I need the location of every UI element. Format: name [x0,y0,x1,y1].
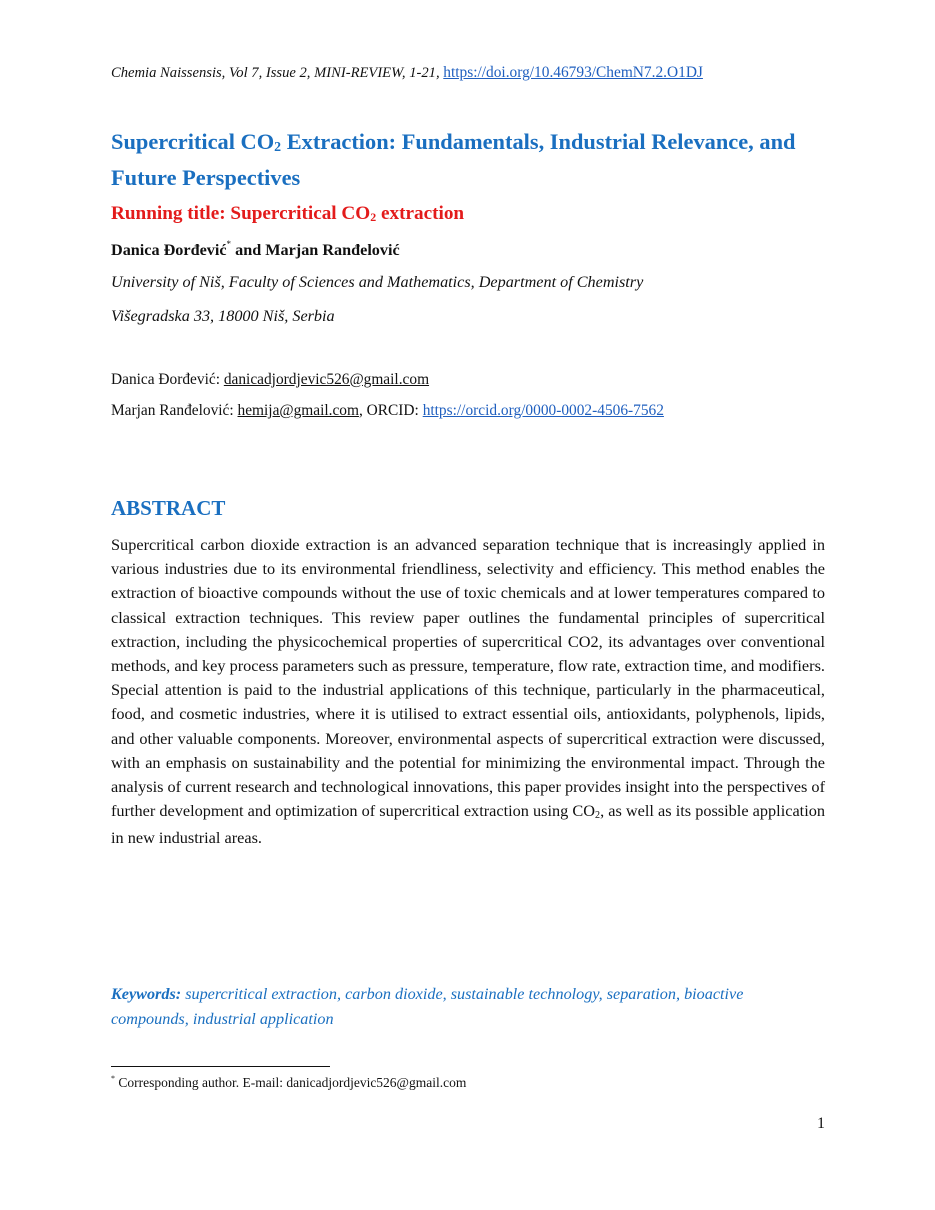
footnote-divider [111,1066,330,1067]
contact-line-1 [111,371,429,389]
paper-title [111,126,825,194]
author-1: Danica Đorđević [111,241,227,259]
running-title-part1: Running title: Supercritical CO [111,203,371,224]
abstract-text [111,533,825,851]
abstract-heading: ABSTRACT [111,496,226,520]
doi-link[interactable]: https://doi.org/10.46793/ChemN7.2.O1DJ [443,64,703,81]
keywords-label: Keywords: [111,985,182,1003]
contact-1-name: Danica Đorđević: [111,371,224,388]
keywords [111,982,825,1031]
abstract-subscript: 2 [595,809,601,821]
abstract-main: Supercritical carbon dioxide extraction is an advanced separation technique that is increasingly applied in various industries due to its environmental friendliness, selectivity and efficiency. This method enables the extraction of bioactive compounds without the use of toxic chemicals and at lower temperatures compared to classical extraction techniques. This review paper outlines the fundamental principles of supercritical extraction, including the physicochemical properties of supercritical CO2, its advantages over conventional methods, and key process parameters such as pressure, temperature, flow rate, extraction time, and modifiers. Special attention is paid to the industrial applications of this technique, particularly in the pharmaceutical, food, and cosmetic industries, where it is utilised to extract essential oils, antioxidants, polyphenols, lipids, and other valuable components. Moreover, environmental aspects of supercritical extraction were discussed, with an emphasis on sustainability and the potential for minimizing the environmental impact. Through the analysis of current research and technological innovations, this paper provides insight into the perspectives of further development and optimization of supercritical extraction using CO [111,535,825,821]
contact-2-name: Marjan Ranđelović: [111,402,238,419]
orcid-label: , ORCID: [358,402,423,419]
contact-line-2 [111,402,664,420]
footnote-text: Corresponding author. E-mail: danicadjordjevic526@gmail.com [115,1075,467,1090]
title-part1: Supercritical CO [111,129,275,154]
abstract-end: , as well as its possible application in new industrial areas. [111,801,825,848]
keywords-text: supercritical extraction, carbon dioxide, sustainable technology, separation, bioactive compounds, industrial application [111,985,744,1028]
footnote-mark: * [111,1074,115,1083]
journal-header [111,64,825,82]
running-title [111,203,464,225]
title-subscript: 2 [274,140,282,156]
author-2: Marjan Ranđelović [265,241,400,259]
affiliation-line-2: Višegradska 33, 18000 Niš, Serbia [111,307,335,325]
title-part2: Extraction: Fundamentals, Industrial Relevance, and Future Perspectives [111,129,796,190]
author-line [111,241,400,260]
page-number: 1 [817,1115,825,1132]
contact-1-email-link[interactable]: danicadjordjevic526@gmail.com [223,371,430,388]
author-joiner: and [231,241,266,259]
journal-info: Chemia Naissensis, Vol 7, Issue 2, MINI-REVIEW, 1-21, [111,65,440,81]
contact-2-email-link[interactable]: hemija@gmail.com [237,402,359,419]
footnote [111,1075,466,1091]
affiliation-line-1: University of Niš, Faculty of Sciences and Mathematics, Department of Chemistry [111,273,644,291]
corresponding-mark: * [226,239,232,249]
running-title-subscript: 2 [370,209,377,224]
orcid-link[interactable]: https://orcid.org/0000-0002-4506-7562 [422,402,664,419]
running-title-part2: extraction [376,203,465,224]
